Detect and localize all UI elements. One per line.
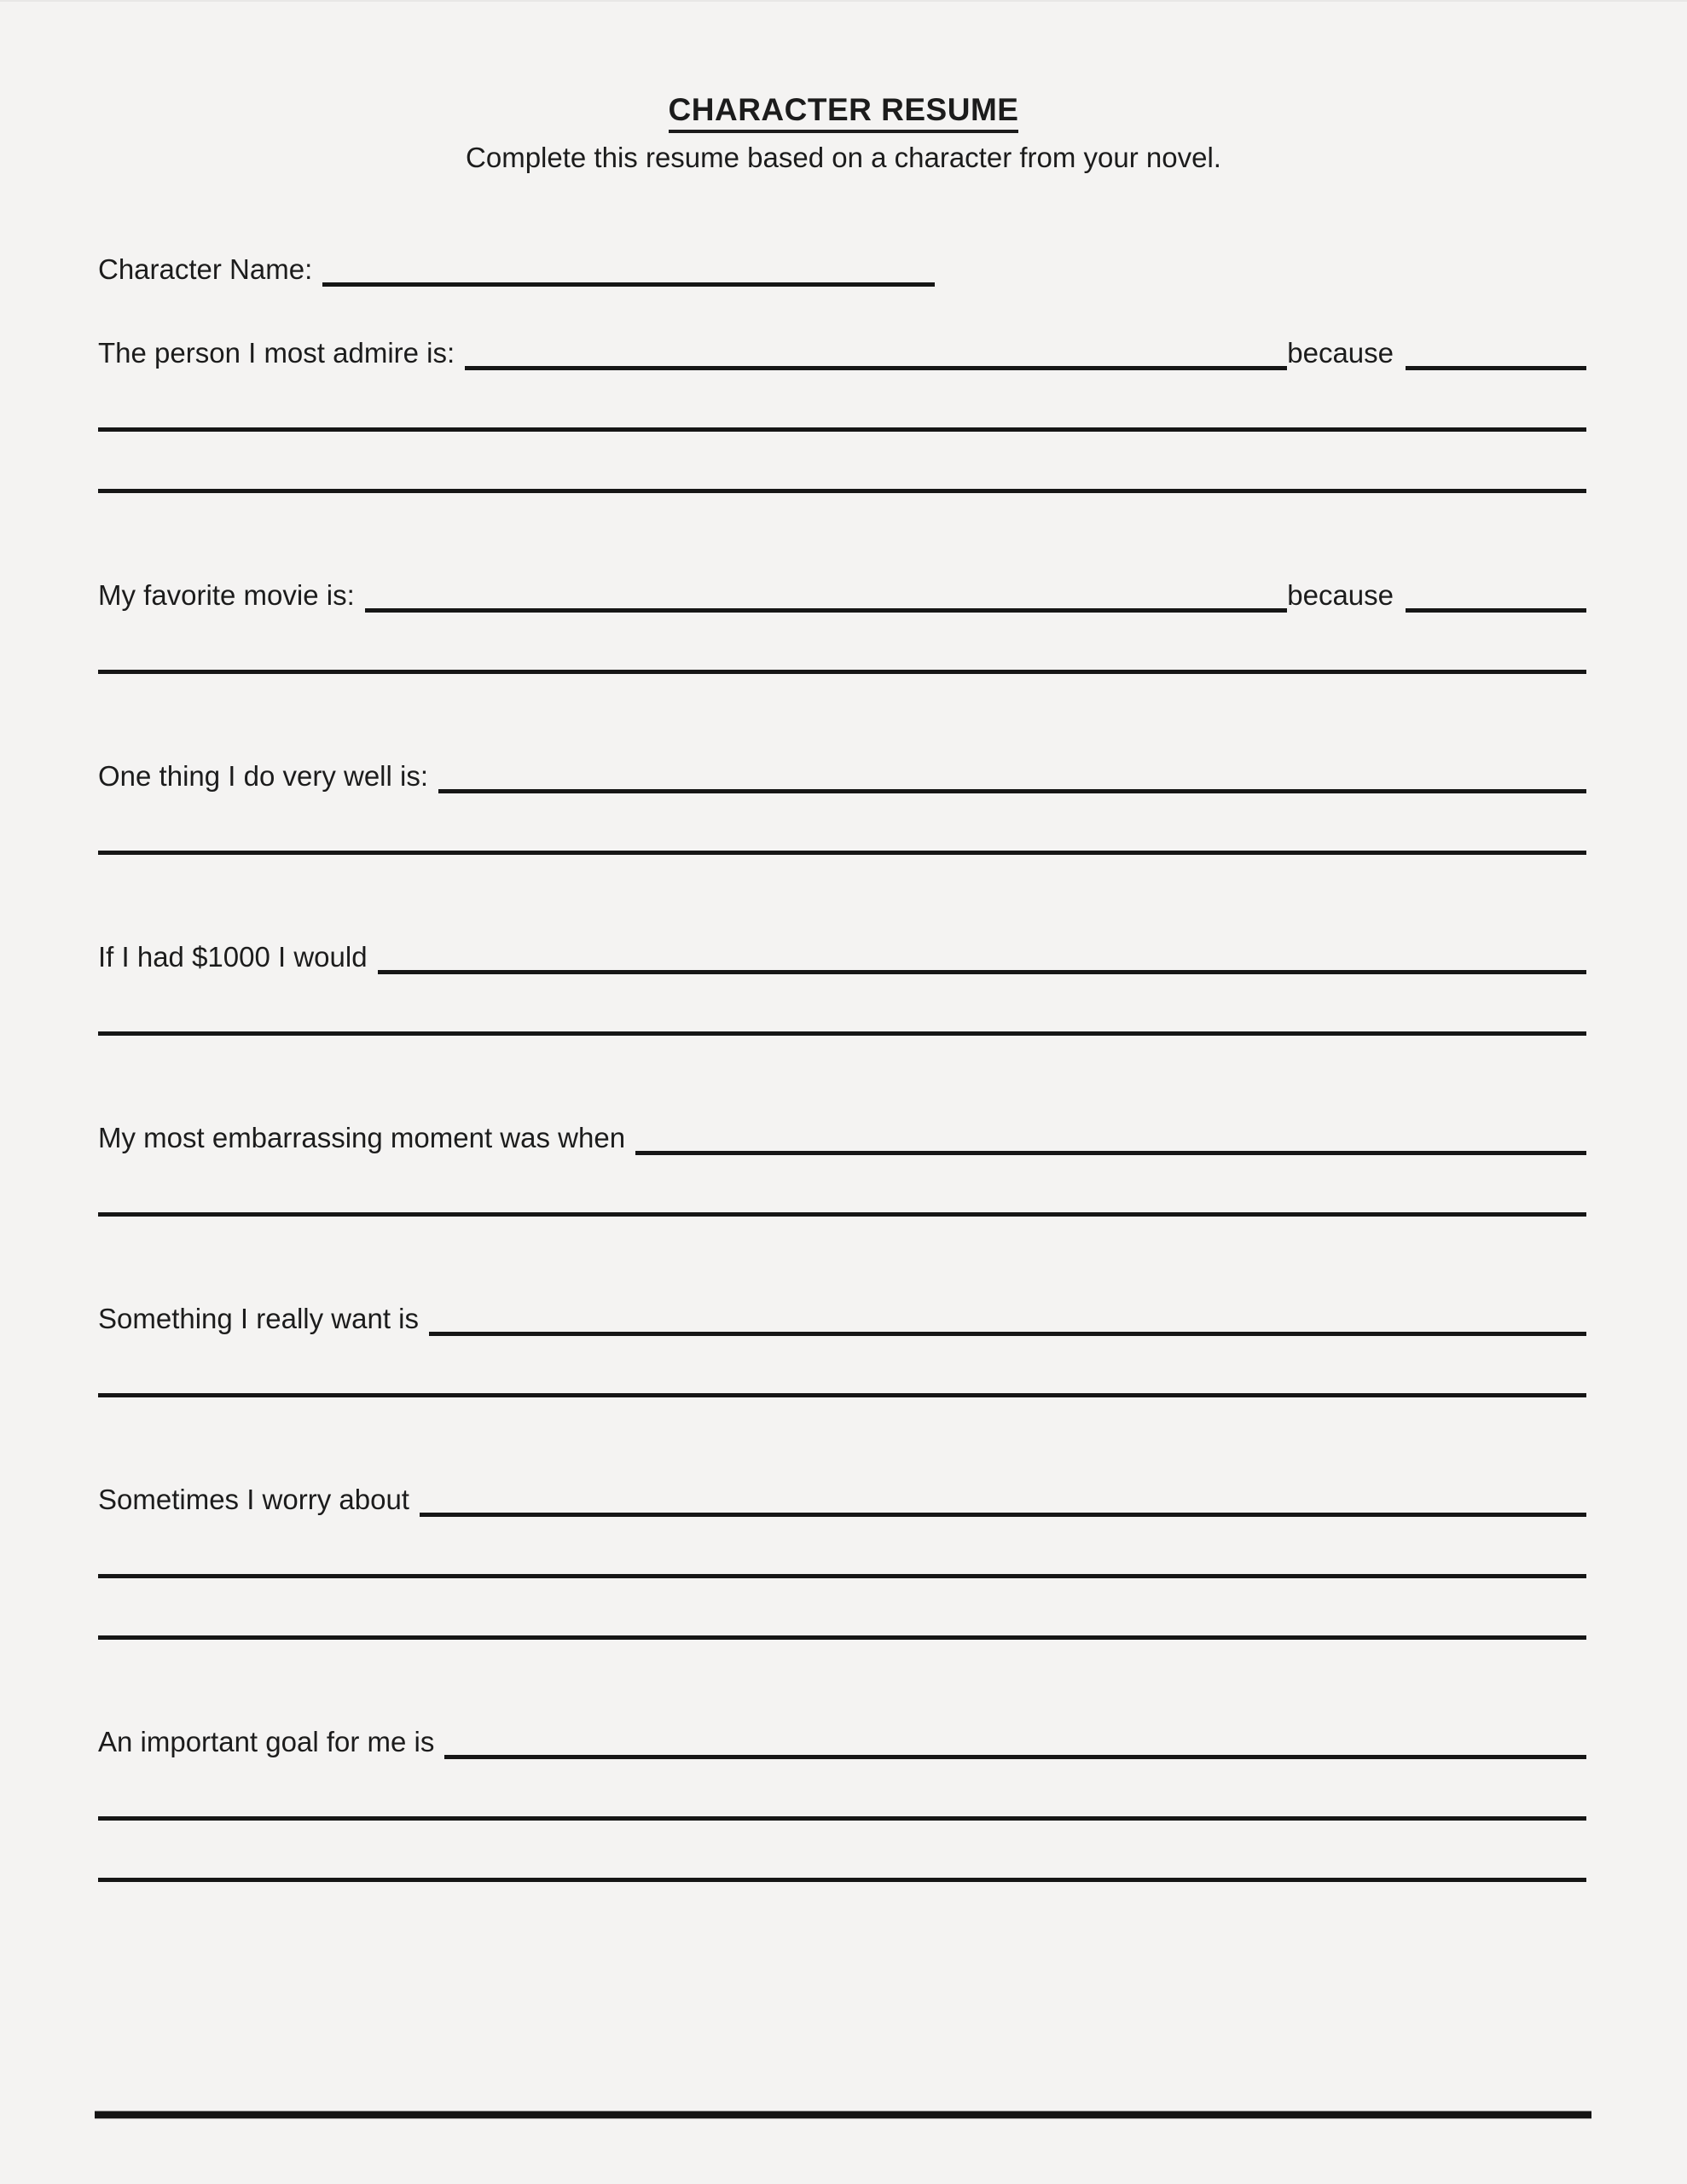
important-goal-continuation-line-1[interactable] <box>98 1816 1586 1821</box>
worksheet-title: CHARACTER RESUME <box>669 92 1019 133</box>
do-very-well-continuation-line-1[interactable] <box>98 851 1586 855</box>
person-admire-because-label: because <box>1287 336 1394 369</box>
person-admire-label: The person I most admire is: <box>98 336 455 369</box>
favorite-movie-continuation-line-1[interactable] <box>98 670 1586 674</box>
field-if-i-had-1000 <box>98 934 1586 974</box>
worksheet-subtitle: Complete this resume based on a character from your novel. <box>466 142 1221 173</box>
important-goal-label: An important goal for me is <box>98 1725 435 1757</box>
character-name-label: Character Name: <box>98 253 313 285</box>
field-favorite-movie <box>98 572 1586 613</box>
really-want-blank-line[interactable] <box>429 1296 1586 1336</box>
field-person-admire <box>98 330 1586 370</box>
field-really-want <box>98 1296 1586 1336</box>
character-name-blank-line[interactable] <box>322 247 935 287</box>
if-i-had-1000-continuation-line-1[interactable] <box>98 1031 1586 1036</box>
worry-about-continuation-line-2[interactable] <box>98 1635 1586 1640</box>
field-worry-about <box>98 1477 1586 1517</box>
favorite-movie-blank-line[interactable] <box>365 572 1287 613</box>
field-important-goal <box>98 1719 1586 1759</box>
person-admire-continuation-line-1[interactable] <box>98 427 1586 432</box>
important-goal-blank-line[interactable] <box>444 1719 1586 1759</box>
do-very-well-label: One thing I do very well is: <box>98 759 429 792</box>
really-want-label: Something I really want is <box>98 1302 420 1334</box>
worksheet-header <box>0 2 1687 174</box>
fields-container <box>98 247 1586 1882</box>
if-i-had-1000-label: If I had $1000 I would <box>98 940 368 973</box>
embarrassing-moment-continuation-line-1[interactable] <box>98 1212 1586 1217</box>
field-character-name <box>98 247 1586 287</box>
really-want-continuation-line-1[interactable] <box>98 1393 1586 1397</box>
favorite-movie-because-blank-line[interactable] <box>1406 572 1586 613</box>
person-admire-continuation-line-2[interactable] <box>98 489 1586 493</box>
worry-about-continuation-line-1[interactable] <box>98 1574 1586 1578</box>
important-goal-continuation-line-2[interactable] <box>98 1878 1586 1882</box>
field-do-very-well <box>98 753 1586 793</box>
do-very-well-blank-line[interactable] <box>438 753 1586 793</box>
if-i-had-1000-blank-line[interactable] <box>378 934 1586 974</box>
embarrassing-moment-label: My most embarrassing moment was when <box>98 1121 626 1153</box>
worry-about-blank-line[interactable] <box>420 1477 1586 1517</box>
favorite-movie-label: My favorite movie is: <box>98 578 355 611</box>
person-admire-blank-line[interactable] <box>465 330 1287 370</box>
embarrassing-moment-blank-line[interactable] <box>635 1115 1586 1155</box>
worry-about-label: Sometimes I worry about <box>98 1483 409 1515</box>
person-admire-because-blank-line[interactable] <box>1406 330 1586 370</box>
favorite-movie-because-label: because <box>1287 578 1394 611</box>
field-embarrassing-moment <box>98 1115 1586 1155</box>
footer-rule <box>95 2111 1591 2119</box>
